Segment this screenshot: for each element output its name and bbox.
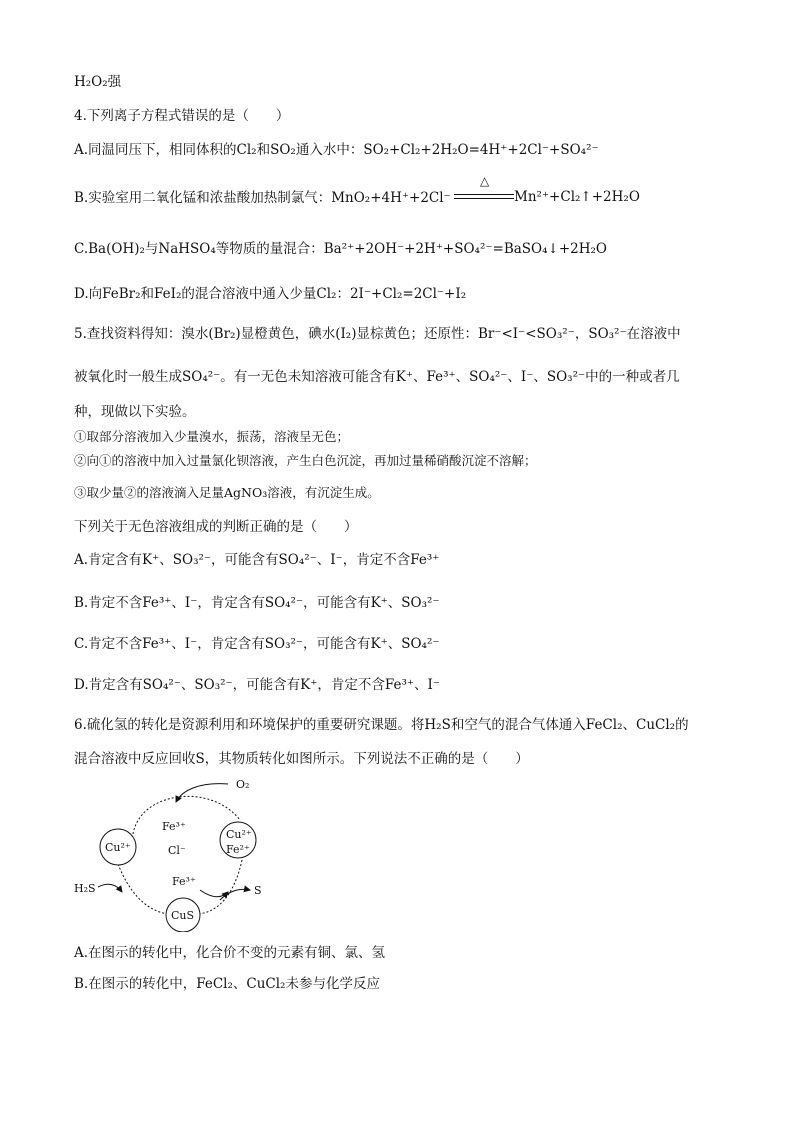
- o2-label: O₂: [236, 778, 250, 791]
- cus-label: CuS: [171, 909, 195, 922]
- q4-option-b: B.实验室用二氧化锰和浓盐酸加热制氯气：MnO₂+4H⁺+2Cl⁻: [74, 190, 451, 206]
- q4-option-c: C.Ba(OH)₂与NaHSO₄等物质的量混合：Ba²⁺+2OH⁻+2H⁺+SO₄²⁻=BaSO₄↓+2H₂O: [74, 241, 607, 257]
- fe3-top-label: Fe³⁺: [162, 820, 186, 833]
- heat-symbol: △: [480, 174, 490, 188]
- cl-label: Cl⁻: [168, 844, 186, 857]
- fe3-arrow: [200, 890, 228, 897]
- fe2-right-label: Fe²⁺: [226, 843, 250, 856]
- q5-option-a: A.肯定含有K⁺、SO₃²⁻，可能含有SO₄²⁻、I⁻，肯定不含Fe³⁺: [74, 552, 440, 568]
- conversion-diagram: [70, 772, 290, 932]
- q6-option-a: A.在图示的转化中，化合价不变的元素有铜、氯、氢: [74, 945, 386, 961]
- q4-option-d: D.向FeBr₂和FeI₂的混合溶液中通入少量Cl₂：2I⁻+Cl₂=2Cl⁻+I₂: [74, 286, 467, 302]
- q5-stem-line3: 种，现做以下实验。: [74, 404, 196, 420]
- q5-option-c: C.肯定不含Fe³⁺、I⁻，肯定含有SO₃²⁻，可能含有K⁺、SO₄²⁻: [74, 636, 440, 652]
- cycle-arc: [198, 860, 242, 914]
- reaction-arrow: [454, 194, 514, 199]
- q5-step-2: ②向①的溶液中加入过量氯化钡溶液，产生白色沉淀，再加过量稀硝酸沉淀不溶解；: [74, 453, 537, 468]
- s-label: S: [254, 884, 262, 897]
- h2s-arrow: [98, 884, 122, 892]
- q5-stem-line1: 5.查找资料得知：溴水(Br₂)显橙黄色，碘水(I₂)显棕黄色；还原性：Br⁻<I⁻<SO₃²⁻，SO₃²⁻在溶液中: [74, 326, 681, 342]
- cu-right-label: Cu²⁺: [226, 828, 252, 841]
- cu-left-label: Cu²⁺: [105, 841, 131, 854]
- q5-step-3: ③取少量②的溶液滴入足量AgNO₃溶液，有沉淀生成。: [74, 485, 380, 500]
- q6-stem-line1: 6.硫化氢的转化是资源利用和环境保护的重要研究课题。将H₂S和空气的混合气体通入FeCl₂、CuCl₂的: [74, 717, 689, 733]
- h2s-label: H₂S: [74, 882, 96, 895]
- q5-option-d: D.肯定含有SO₄²⁻、SO₃²⁻，可能含有K⁺，肯定不含Fe³⁺、I⁻: [74, 677, 440, 693]
- fe3-bottom-label: Fe³⁺: [172, 875, 196, 888]
- q5-stem-line2: 被氧化时一般生成SO₄²⁻。有一无色未知溶液可能含有K⁺、Fe³⁺、SO₄²⁻、I⁻、SO₃²⁻中的一种或者几: [74, 369, 680, 385]
- continued-text: H₂O₂强: [74, 74, 122, 90]
- o2-arrow: [176, 784, 228, 802]
- q4-option-b-products: Mn²⁺+Cl₂↑+2H₂O: [514, 189, 640, 205]
- q4-option-a: A.同温同压下，相同体积的Cl₂和SO₂通入水中：SO₂+Cl₂+2H₂O=4H⁺+2Cl⁻+SO₄²⁻: [74, 142, 599, 158]
- q6-option-b: B.在图示的转化中，FeCl₂、CuCl₂未参与化学反应: [74, 976, 380, 992]
- cycle-arc: [118, 864, 168, 914]
- q5-option-b: B.肯定不含Fe³⁺、I⁻，肯定含有SO₄²⁻，可能含有K⁺、SO₃²⁻: [74, 595, 440, 611]
- q4-stem: 4.下列离子方程式错误的是（ ）: [74, 108, 290, 124]
- q6-stem-line2: 混合溶液中反应回收S，其物质转化如图所示。下列说法不正确的是（ ）: [74, 751, 529, 767]
- q5-step-1: ①取部分溶液加入少量溴水，振荡，溶液呈无色；: [74, 429, 350, 444]
- q5-question: 下列关于无色溶液组成的判断正确的是（ ）: [74, 519, 358, 535]
